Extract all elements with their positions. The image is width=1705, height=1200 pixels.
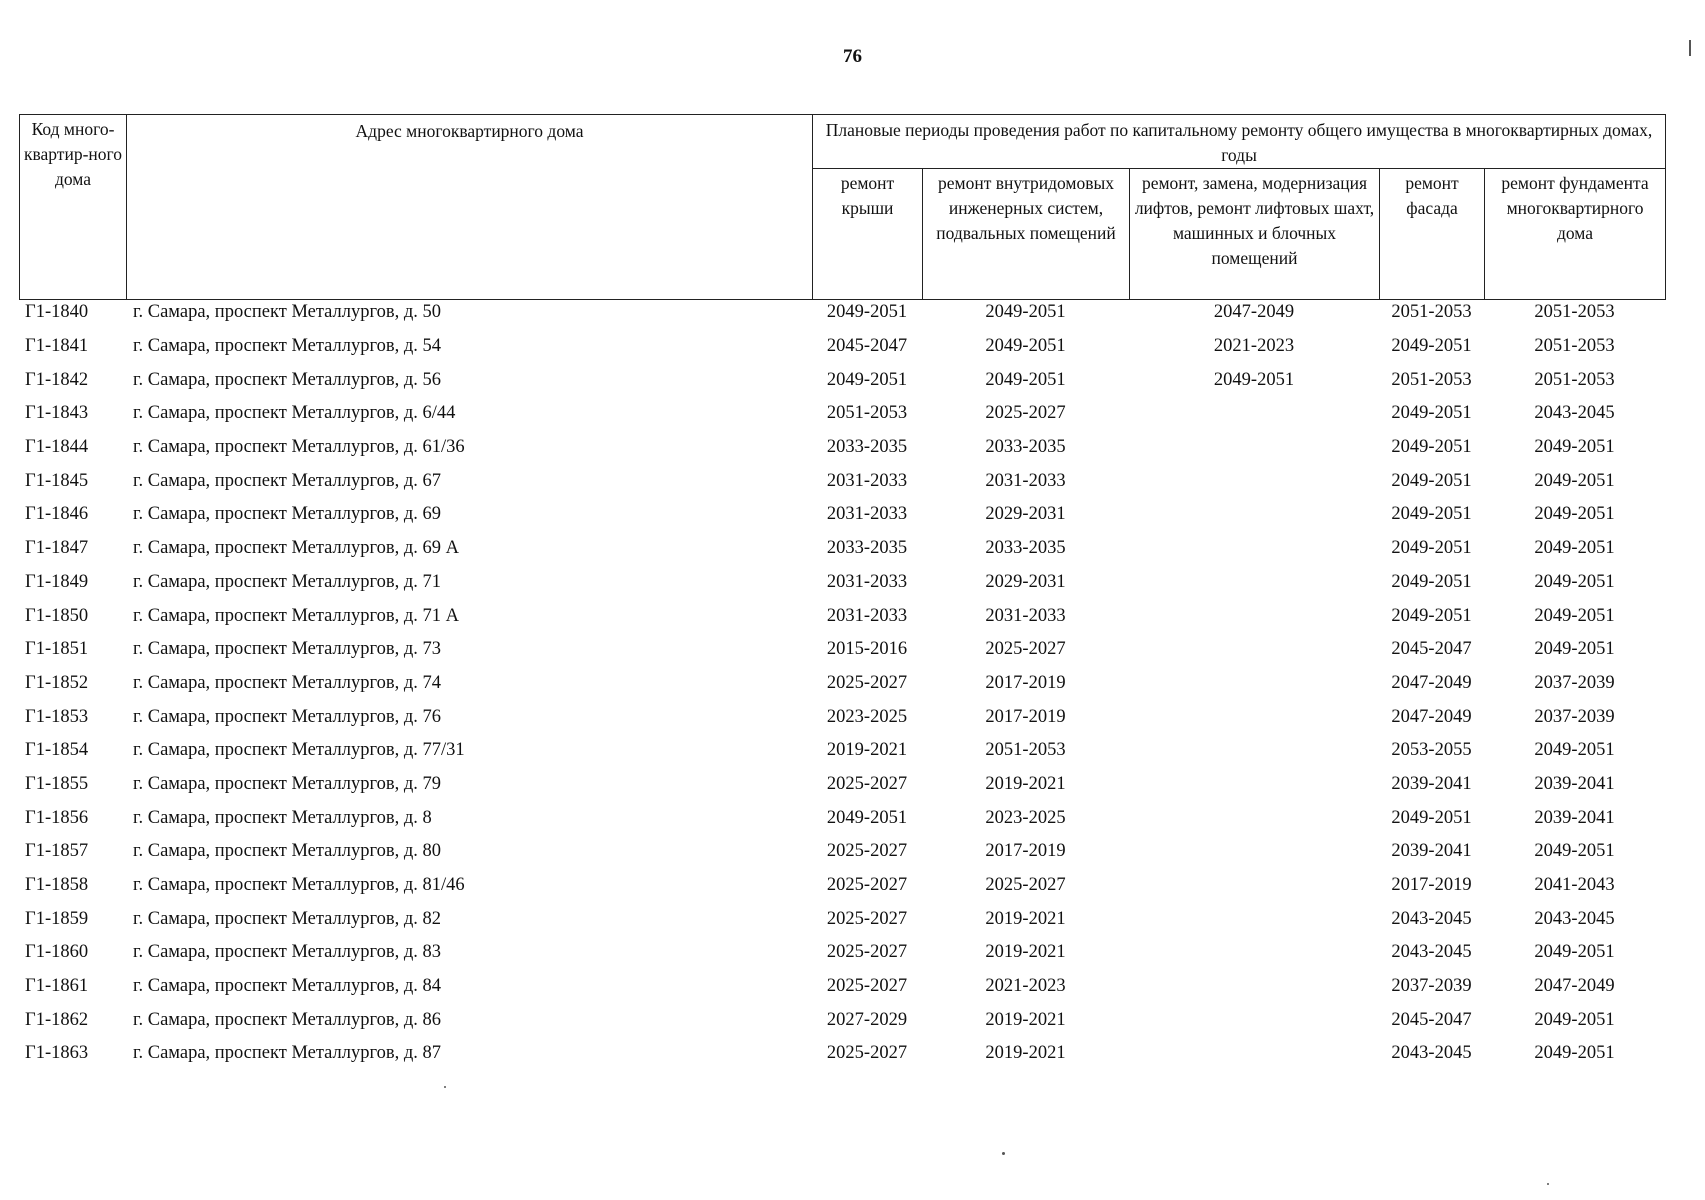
header-elevators: ремонт, замена, модернизация лифтов, ремонт лифтовых шахт, машинных и блочных помещений	[1130, 169, 1380, 300]
cell-code: Г1-1853	[25, 706, 89, 727]
cell-facade: 2049-2051	[1391, 807, 1472, 828]
cell-code: Г1-1845	[25, 470, 89, 491]
cell-facade: 2049-2051	[1391, 605, 1472, 626]
cell-engineering: 2051-2053	[985, 740, 1066, 761]
cell-code: Г1-1850	[25, 605, 89, 626]
cell-address: г. Самара, проспект Металлургов, д. 6/44	[133, 403, 456, 424]
cell-foundation: 2049-2051	[1534, 605, 1615, 626]
cell-facade: 2049-2051	[1391, 437, 1472, 458]
cell-foundation: 2037-2039	[1534, 672, 1615, 693]
cell-address: г. Самара, проспект Металлургов, д. 84	[133, 976, 442, 997]
cell-engineering: 2031-2033	[985, 605, 1066, 626]
header-foundation: ремонт фундамента многоквартирного дома	[1485, 169, 1666, 300]
cell-address: г. Самара, проспект Металлургов, д. 71 А	[133, 605, 460, 626]
cell-elevators	[1129, 667, 1379, 701]
cell-roof: 2031-2033	[826, 470, 908, 491]
cell-foundation: 2049-2051	[1534, 740, 1615, 761]
cell-address: г. Самара, проспект Металлургов, д. 79	[133, 773, 442, 794]
cell-foundation: 2047-2049	[1534, 976, 1615, 997]
cell-elevators	[1129, 1003, 1379, 1037]
cell-engineering: 2049-2051	[985, 369, 1066, 390]
cell-foundation: 2049-2051	[1534, 571, 1615, 592]
cell-foundation: 2049-2051	[1534, 1009, 1615, 1030]
table-row	[19, 700, 1665, 734]
cell-code: Г1-1863	[25, 1043, 89, 1064]
cell-roof: 2051-2053	[826, 403, 908, 424]
cell-roof: 2025-2027	[826, 908, 908, 929]
cell-address: г. Самара, проспект Металлургов, д. 67	[133, 470, 442, 491]
cell-elevators	[1129, 599, 1379, 633]
cell-elevators	[1129, 902, 1379, 936]
cell-elevators	[1129, 869, 1379, 903]
cell-roof: 2031-2033	[826, 504, 908, 525]
page-number: 76	[843, 46, 862, 67]
table-row	[19, 835, 1665, 869]
cell-facade: 2049-2051	[1391, 403, 1472, 424]
cell-roof: 2025-2027	[826, 1043, 908, 1064]
table-row	[19, 599, 1665, 633]
cell-elevators	[1129, 936, 1379, 970]
table-header	[19, 114, 1666, 300]
cell-elevators: 2021-2023	[1213, 336, 1295, 357]
cell-address: г. Самара, проспект Металлургов, д. 86	[133, 1009, 442, 1030]
header-periods-group: Плановые периоды проведения работ по капитальному ремонту общего имущества в многоквартирных домах, годы	[813, 115, 1666, 169]
cell-roof: 2045-2047	[826, 336, 908, 357]
table-row	[19, 734, 1665, 768]
table-row	[19, 532, 1665, 566]
scan-speck	[1689, 40, 1691, 56]
cell-foundation: 2039-2041	[1534, 807, 1615, 828]
cell-address: г. Самара, проспект Металлургов, д. 81/46	[133, 875, 465, 896]
cell-engineering: 2029-2031	[985, 504, 1066, 525]
cell-engineering: 2019-2021	[985, 908, 1066, 929]
cell-code: Г1-1855	[25, 773, 89, 794]
cell-facade: 2039-2041	[1391, 841, 1472, 862]
cell-address: г. Самара, проспект Металлургов, д. 82	[133, 908, 442, 929]
cell-engineering: 2017-2019	[985, 706, 1066, 727]
cell-foundation: 2049-2051	[1534, 504, 1615, 525]
cell-foundation: 2049-2051	[1534, 437, 1615, 458]
cell-code: Г1-1860	[25, 942, 89, 963]
table-row	[19, 902, 1665, 936]
cell-code: Г1-1857	[25, 841, 89, 862]
cell-engineering: 2029-2031	[985, 571, 1066, 592]
cell-code: Г1-1851	[25, 639, 89, 660]
cell-elevators	[1129, 633, 1379, 667]
cell-engineering: 2025-2027	[985, 875, 1066, 896]
cell-facade: 2053-2055	[1391, 740, 1472, 761]
cell-facade: 2049-2051	[1391, 336, 1472, 357]
cell-facade: 2017-2019	[1391, 875, 1472, 896]
cell-elevators	[1129, 801, 1379, 835]
cell-roof: 2031-2033	[826, 571, 908, 592]
cell-foundation: 2051-2053	[1534, 369, 1615, 390]
cell-roof: 2049-2051	[826, 302, 908, 323]
cell-roof: 2033-2035	[826, 437, 908, 458]
cell-facade: 2047-2049	[1391, 706, 1472, 727]
cell-facade: 2047-2049	[1391, 672, 1472, 693]
cell-code: Г1-1861	[25, 976, 89, 997]
cell-elevators	[1129, 970, 1379, 1004]
table-row	[19, 869, 1665, 903]
cell-address: г. Самара, проспект Металлургов, д. 74	[133, 672, 442, 693]
cell-roof: 2019-2021	[826, 740, 908, 761]
cell-code: Г1-1843	[25, 403, 89, 424]
cell-address: г. Самара, проспект Металлургов, д. 77/31	[133, 740, 465, 761]
cell-engineering: 2021-2023	[985, 976, 1066, 997]
cell-code: Г1-1840	[25, 302, 89, 323]
cell-code: Г1-1841	[25, 336, 89, 357]
cell-foundation: 2051-2053	[1534, 302, 1615, 323]
cell-engineering: 2049-2051	[985, 302, 1066, 323]
cell-engineering: 2017-2019	[985, 841, 1066, 862]
cell-address: г. Самара, проспект Металлургов, д. 61/36	[133, 437, 465, 458]
cell-engineering: 2019-2021	[985, 1009, 1066, 1030]
cell-roof: 2015-2016	[826, 639, 908, 660]
cell-code: Г1-1846	[25, 504, 89, 525]
cell-engineering: 2033-2035	[985, 538, 1066, 559]
cell-facade: 2051-2053	[1391, 369, 1472, 390]
table-row	[19, 667, 1665, 701]
cell-facade: 2043-2045	[1391, 1043, 1472, 1064]
header-roof: ремонт крыши	[813, 169, 923, 300]
cell-foundation: 2049-2051	[1534, 470, 1615, 491]
cell-engineering: 2033-2035	[985, 437, 1066, 458]
cell-code: Г1-1856	[25, 807, 89, 828]
cell-foundation: 2049-2051	[1534, 538, 1615, 559]
table-row	[19, 566, 1665, 600]
table-row	[19, 633, 1665, 667]
cell-roof: 2027-2029	[826, 1009, 908, 1030]
header-facade: ремонт фасада	[1380, 169, 1485, 300]
cell-code: Г1-1854	[25, 740, 89, 761]
cell-address: г. Самара, проспект Металлургов, д. 56	[133, 369, 442, 390]
cell-foundation: 2043-2045	[1534, 908, 1615, 929]
cell-foundation: 2049-2051	[1534, 942, 1615, 963]
table-body	[19, 296, 1665, 1071]
cell-foundation: 2041-2043	[1534, 875, 1615, 896]
cell-code: Г1-1849	[25, 571, 89, 592]
cell-elevators	[1129, 734, 1379, 768]
cell-roof: 2025-2027	[826, 942, 908, 963]
cell-address: г. Самара, проспект Металлургов, д. 69 А	[133, 538, 460, 559]
cell-engineering: 2023-2025	[985, 807, 1066, 828]
table-row	[19, 296, 1665, 330]
cell-engineering: 2025-2027	[985, 639, 1066, 660]
cell-address: г. Самара, проспект Металлургов, д. 83	[133, 942, 442, 963]
cell-foundation: 2049-2051	[1534, 1043, 1615, 1064]
cell-roof: 2033-2035	[826, 538, 908, 559]
cell-code: Г1-1858	[25, 875, 89, 896]
cell-elevators	[1129, 566, 1379, 600]
cell-elevators	[1129, 532, 1379, 566]
cell-roof: 2025-2027	[826, 773, 908, 794]
cell-facade: 2049-2051	[1391, 571, 1472, 592]
header-address: Адрес многоквартирного дома	[127, 115, 813, 300]
cell-facade: 2045-2047	[1391, 1009, 1472, 1030]
cell-elevators	[1129, 700, 1379, 734]
cell-foundation: 2037-2039	[1534, 706, 1615, 727]
cell-address: г. Самара, проспект Металлургов, д. 73	[133, 639, 442, 660]
cell-address: г. Самара, проспект Металлургов, д. 8	[133, 807, 432, 828]
cell-facade: 2049-2051	[1391, 538, 1472, 559]
table-row	[19, 970, 1665, 1004]
cell-roof: 2025-2027	[826, 672, 908, 693]
cell-facade: 2045-2047	[1391, 639, 1472, 660]
header-code: Код много-квартир-ного дома	[20, 115, 127, 300]
cell-address: г. Самара, проспект Металлургов, д. 50	[133, 302, 442, 323]
cell-foundation: 2039-2041	[1534, 773, 1615, 794]
cell-code: Г1-1862	[25, 1009, 89, 1030]
cell-engineering: 2019-2021	[985, 1043, 1066, 1064]
scan-speck	[444, 1086, 446, 1088]
cell-code: Г1-1859	[25, 908, 89, 929]
cell-facade: 2051-2053	[1391, 302, 1472, 323]
header-engineering: ремонт внутридомовых инженерных систем, подвальных помещений	[923, 169, 1130, 300]
cell-facade: 2049-2051	[1391, 470, 1472, 491]
table-row	[19, 1037, 1665, 1071]
cell-elevators	[1129, 835, 1379, 869]
cell-roof: 2023-2025	[826, 706, 908, 727]
cell-address: г. Самара, проспект Металлургов, д. 71	[133, 571, 442, 592]
cell-engineering: 2031-2033	[985, 470, 1066, 491]
cell-address: г. Самара, проспект Металлургов, д. 80	[133, 841, 442, 862]
table-row	[19, 768, 1665, 802]
cell-foundation: 2043-2045	[1534, 403, 1615, 424]
cell-elevators: 2047-2049	[1213, 302, 1295, 323]
cell-address: г. Самара, проспект Металлургов, д. 87	[133, 1043, 442, 1064]
cell-roof: 2049-2051	[826, 369, 908, 390]
cell-roof: 2025-2027	[826, 875, 908, 896]
table-row	[19, 801, 1665, 835]
cell-facade: 2043-2045	[1391, 908, 1472, 929]
cell-elevators	[1129, 431, 1379, 465]
cell-foundation: 2049-2051	[1534, 639, 1615, 660]
cell-elevators	[1129, 498, 1379, 532]
cell-engineering: 2017-2019	[985, 672, 1066, 693]
cell-roof: 2025-2027	[826, 976, 908, 997]
cell-elevators	[1129, 464, 1379, 498]
cell-foundation: 2051-2053	[1534, 336, 1615, 357]
scan-speck	[1547, 1183, 1549, 1185]
table-row	[19, 330, 1665, 364]
cell-roof: 2025-2027	[826, 841, 908, 862]
cell-facade: 2043-2045	[1391, 942, 1472, 963]
table-row	[19, 1003, 1665, 1037]
cell-foundation: 2049-2051	[1534, 841, 1615, 862]
cell-engineering: 2019-2021	[985, 773, 1066, 794]
table-row	[19, 936, 1665, 970]
cell-roof: 2049-2051	[826, 807, 908, 828]
table-row	[19, 363, 1665, 397]
cell-code: Г1-1847	[25, 538, 89, 559]
cell-elevators: 2049-2051	[1213, 369, 1295, 390]
cell-address: г. Самара, проспект Металлургов, д. 54	[133, 336, 442, 357]
cell-engineering: 2019-2021	[985, 942, 1066, 963]
cell-address: г. Самара, проспект Металлургов, д. 69	[133, 504, 442, 525]
cell-code: Г1-1852	[25, 672, 89, 693]
cell-facade: 2039-2041	[1391, 773, 1472, 794]
cell-facade: 2049-2051	[1391, 504, 1472, 525]
cell-facade: 2037-2039	[1391, 976, 1472, 997]
cell-elevators	[1129, 1037, 1379, 1071]
table-row	[19, 397, 1665, 431]
cell-roof: 2031-2033	[826, 605, 908, 626]
cell-code: Г1-1844	[25, 437, 89, 458]
cell-address: г. Самара, проспект Металлургов, д. 76	[133, 706, 442, 727]
cell-code: Г1-1842	[25, 369, 89, 390]
cell-elevators	[1129, 397, 1379, 431]
table-row	[19, 464, 1665, 498]
cell-engineering: 2049-2051	[985, 336, 1066, 357]
cell-engineering: 2025-2027	[985, 403, 1066, 424]
scan-speck	[1002, 1152, 1005, 1155]
table-row	[19, 431, 1665, 465]
table-row	[19, 498, 1665, 532]
cell-elevators	[1129, 768, 1379, 802]
